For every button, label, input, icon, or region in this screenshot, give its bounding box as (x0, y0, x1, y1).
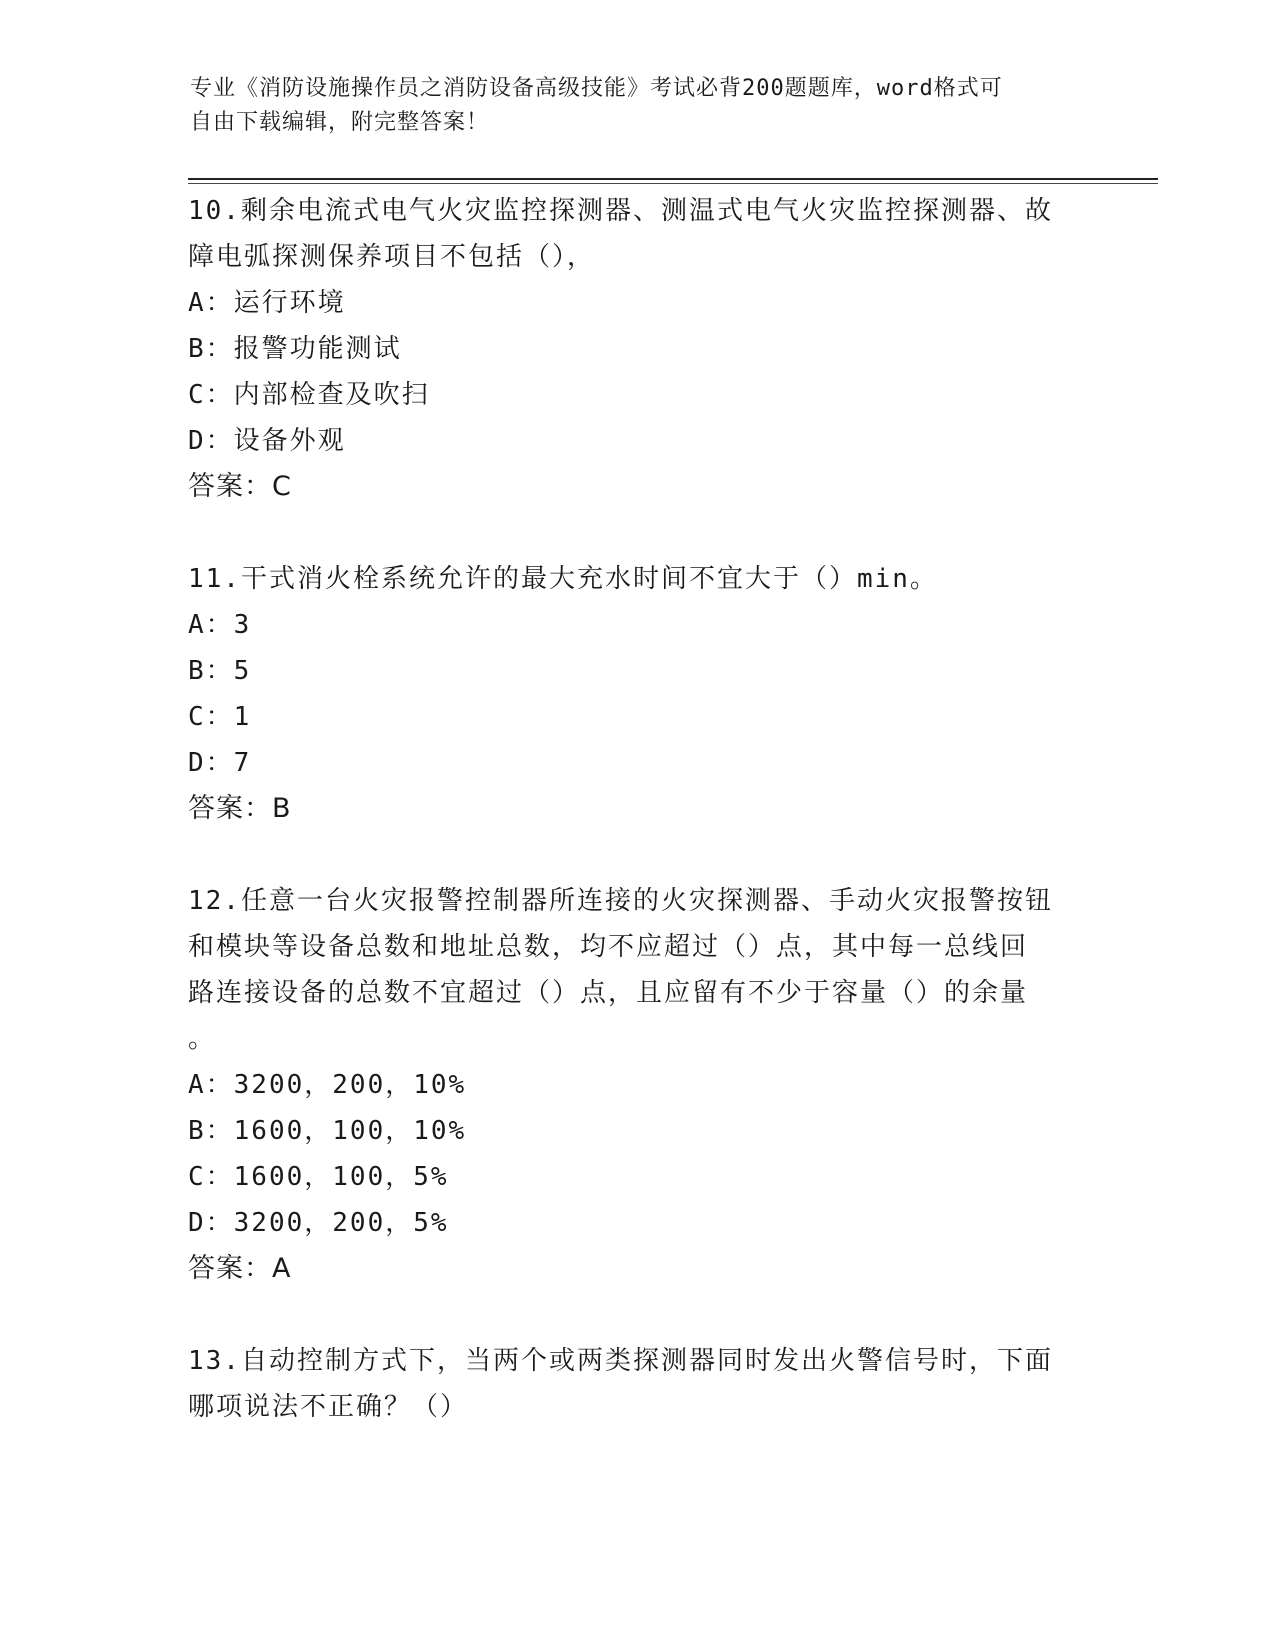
option-a: A：3 (188, 610, 252, 640)
question-stem-line: 哪项说法不正确？（） (188, 1392, 469, 1422)
question-stem-line: 11.干式消火栓系统允许的最大充水时间不宜大于（）min。 (188, 564, 938, 594)
question-stem-line: 路连接设备的总数不宜超过（）点，且应留有不少于容量（）的余量 (188, 978, 1029, 1008)
option-d: D：7 (188, 748, 252, 778)
question-stem-line: 12.任意一台火灾报警控制器所连接的火灾探测器、手动火灾报警按钮 (188, 886, 1053, 916)
header-line-1: 专业《消防设施操作员之消防设备高级技能》考试必背200题题库，word格式可 (190, 76, 1003, 101)
question-11 (188, 556, 1088, 832)
option-b: B：1600，100，10% (188, 1116, 467, 1146)
option-d: D：3200，200，5% (188, 1208, 449, 1238)
question-10 (188, 188, 1088, 510)
question-stem-line: 10.剩余电流式电气火灾监控探测器、测温式电气火灾监控探测器、故 (188, 196, 1053, 226)
spacer (188, 510, 1088, 556)
document-header (190, 72, 1090, 140)
option-a: A：3200，200，10% (188, 1070, 467, 1100)
option-c: C：1 (188, 702, 252, 732)
option-c: C：1600，100，5% (188, 1162, 449, 1192)
header-divider-thin (188, 183, 1158, 184)
header-divider-thick (188, 178, 1158, 180)
answer-line: 答案：B (188, 793, 292, 824)
question-13 (188, 1338, 1088, 1430)
question-list (188, 188, 1088, 1430)
question-stem-line: 。 (188, 1024, 217, 1054)
header-line-2: 自由下载编辑，附完整答案！ (190, 110, 490, 135)
answer-line: 答案：A (188, 1253, 292, 1284)
question-stem-line: 13.自动控制方式下，当两个或两类探测器同时发出火警信号时，下面 (188, 1346, 1053, 1376)
option-b: B：5 (188, 656, 252, 686)
answer-line: 答案：C (188, 471, 292, 502)
option-b: B：报警功能测试 (188, 334, 402, 364)
spacer (188, 1292, 1088, 1338)
question-stem-line: 障电弧探测保养项目不包括（）， (188, 242, 596, 272)
option-d: D：设备外观 (188, 426, 346, 456)
spacer (188, 832, 1088, 878)
option-c: C：内部检查及吹扫 (188, 380, 430, 410)
question-12 (188, 878, 1088, 1292)
question-stem-line: 和模块等设备总数和地址总数，均不应超过（）点，其中每一总线回 (188, 932, 1029, 962)
option-a: A：运行环境 (188, 288, 346, 318)
